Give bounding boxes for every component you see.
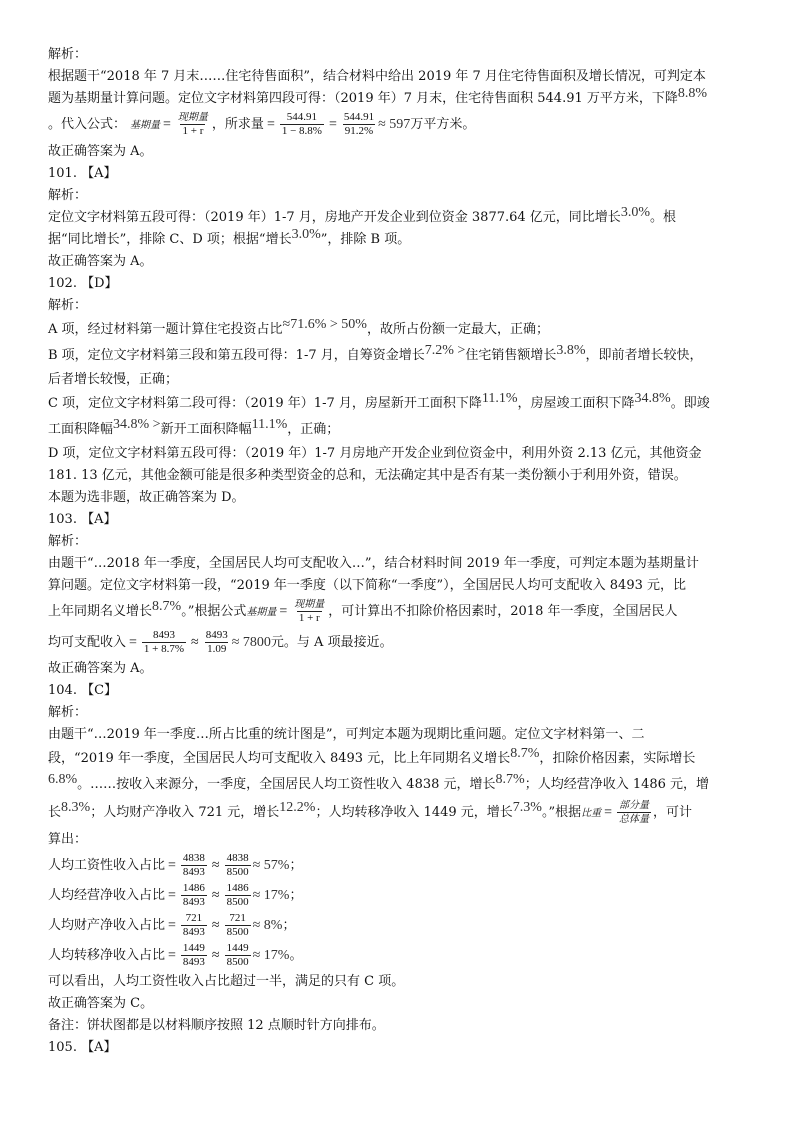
formula-line: 上年同期名义增长8.7%。”根据公式基期量 = $\frac{\text{现期量}}{1 + r}$ ，可计算出不扣除价格因素时，2018 年一季度，全国居民人 <box>48 599 678 624</box>
text-line: 6.8%。……按收入来源分，一季度，全国居民人均工资性收入 4838 元，增长8.7%；人均经营净收入 1486 元，增 <box>48 772 710 792</box>
fraction: $\frac{1486}{8493}$ <box>182 882 205 908</box>
fraction: $\frac{721}{8500}$ <box>226 912 249 938</box>
analysis-label: 解析： <box>48 705 88 720</box>
question-number: 102. 【D】 <box>48 276 118 291</box>
analysis-label: 解析： <box>48 298 88 313</box>
question-number: 105. 【A】 <box>48 1040 117 1055</box>
fraction: $\frac{721}{8493}$ <box>182 912 205 938</box>
ratio-line: 人均工资性收入占比 = $\frac{4838}{8493}$ ≈ $\frac{4838}{8500}$ ≈ 57%； <box>48 852 303 878</box>
text-line: 由题干“…2019 年一季度…所占比重的统计图是”，可判定本题为现期比重问题。定位文字材料第一、二 <box>48 727 645 742</box>
text-line: 据“同比增长”，排除 C、D 项；根据“增长3.0%”，排除 B 项。 <box>48 227 411 247</box>
text-line: 181. 13 亿元，其他金额可能是很多种类型资金的总和，无法确定其中是否有某一类份额小于利用外资，错误。 <box>48 468 687 483</box>
fraction: $\frac{544.91}{91.2\%}$ <box>343 111 375 137</box>
text-line: 题为基期量计算问题。定位文字材料第四段可得：（2019 年）7 月末，住宅待售面积 544.91 万平方米，下降8.8% <box>48 86 708 106</box>
fraction: $\frac{8493}{1.09}$ <box>205 629 228 655</box>
text-line: A 项，经过材料第一题计算住宅投资占比≈71.6% > 50%，故所占份额一定最大，正确； <box>48 317 549 337</box>
text-line: 可以看出，人均工资性收入占比超过一半，满足的只有 C 项。 <box>48 974 405 989</box>
text-line: 工面积降幅34.8% >新开工面积降幅11.1%，正确； <box>48 417 340 437</box>
ratio-line: 人均经营净收入占比 = $\frac{1486}{8493}$ ≈ $\frac{1486}{8500}$ ≈ 17%； <box>48 882 303 908</box>
fraction: $\frac{1449}{8500}$ <box>226 942 249 968</box>
solution-document <box>48 44 754 1059</box>
answer-line: 故正确答案为 C。 <box>48 996 154 1011</box>
text-line: B 项，定位文字材料第三段和第五段可得：1-7 月，自筹资金增长7.2% >住宅销售额增长3.8%，即前者增长较快， <box>48 343 703 363</box>
text-line: D 项，定位文字材料第五段可得：（2019 年）1-7 月房地产开发企业到位资金中，利用外资 2.13 亿元，其他资金 <box>48 446 702 461</box>
fraction: $\frac{4838}{8493}$ <box>182 852 205 878</box>
analysis-label: 解析： <box>48 534 88 549</box>
text-line: 根据题干“2018 年 7 月末……住宅待售面积”，结合材料中给出 2019 年 7 月住宅待售面积及增长情况，可判定本 <box>48 69 706 84</box>
question-number: 104. 【C】 <box>48 683 118 698</box>
formula-line: 均可支配收入 = $\frac{8493}{1 + 8.7\%}$ ≈ $\frac{8493}{1.09}$ ≈ 7800元。与 A 项最接近。 <box>48 629 393 655</box>
formula-line: 。代入公式： 基期量 = $\frac{\text{现期量}}{1 + r}$ ，所求量 = $\frac{544.91}{1 - 8.8\%}$ = $\frac{544.91}{91.2\%}$ ≈ 597万平方米。 <box>48 111 476 137</box>
text-line: 定位文字材料第五段可得：（2019 年）1-7 月，房地产开发企业到位资金 3877.64 亿元，同比增长3.0%。根 <box>48 205 676 225</box>
fraction: $\frac{8493}{1 + 8.7\%}$ <box>143 629 185 655</box>
text-line: 段，“2019 年一季度，全国居民人均可支配收入 8493 元，比上年同期名义增长8.7%，扣除价格因素，实际增长 <box>48 746 696 766</box>
ratio-line: 人均财产净收入占比 = $\frac{721}{8493}$ ≈ $\frac{721}{8500}$ ≈ 8%； <box>48 912 296 938</box>
fraction: $\frac{\text{现期量}}{1 + r}$ <box>294 599 325 624</box>
analysis-label: 解析： <box>48 188 88 203</box>
question-number: 101. 【A】 <box>48 166 117 181</box>
fraction: $\frac{544.91}{1 - 8.8\%}$ <box>281 111 322 137</box>
formula-line: 长8.3%；人均财产净收入 721 元，增长12.2%；人均转移净收入 1449 元，增长7.3%。”根据比重 = $\frac{\text{部分量}}{\text{总体量}}$ ，可计 <box>48 800 693 825</box>
fraction: $\frac{\text{部分量}}{\text{总体量}}$ <box>619 800 650 825</box>
text-line: C 项，定位文字材料第二段可得：（2019 年）1-7 月，房屋新开工面积下降11.1%，房屋竣工面积下降34.8%。即竣 <box>48 391 710 411</box>
analysis-label: 解析： <box>48 47 88 62</box>
fraction: $\frac{1486}{8500}$ <box>226 882 249 908</box>
text-line: 后者增长较慢，正确； <box>48 372 179 387</box>
fraction: $\frac{4838}{8500}$ <box>226 852 249 878</box>
answer-line: 故正确答案为 A。 <box>48 254 153 269</box>
fraction: $\frac{\text{现期量}}{1 + r}$ <box>177 112 208 137</box>
ratio-line: 人均转移净收入占比 = $\frac{1449}{8493}$ ≈ $\frac{1449}{8500}$ ≈ 17%。 <box>48 942 303 968</box>
text-line: 算问题。定位文字材料第一段，“2019 年一季度（以下简称“一季度”），全国居民人均可支配收入 8493 元，比 <box>48 578 687 593</box>
fraction: $\frac{1449}{8493}$ <box>182 942 205 968</box>
text-line: 算出： <box>48 832 88 847</box>
answer-line: 故正确答案为 A。 <box>48 661 153 676</box>
answer-line: 故正确答案为 A。 <box>48 144 153 159</box>
answer-line: 本题为选非题，故正确答案为 D。 <box>48 490 245 505</box>
note-line: 备注：饼状图都是以材料顺序按照 12 点顺时针方向排布。 <box>48 1018 385 1033</box>
text-line: 由题干“…2018 年一季度，全国居民人均可支配收入…”，结合材料时间 2019 年一季度，可判定本题为基期量计 <box>48 556 699 571</box>
question-number: 103. 【A】 <box>48 512 117 527</box>
